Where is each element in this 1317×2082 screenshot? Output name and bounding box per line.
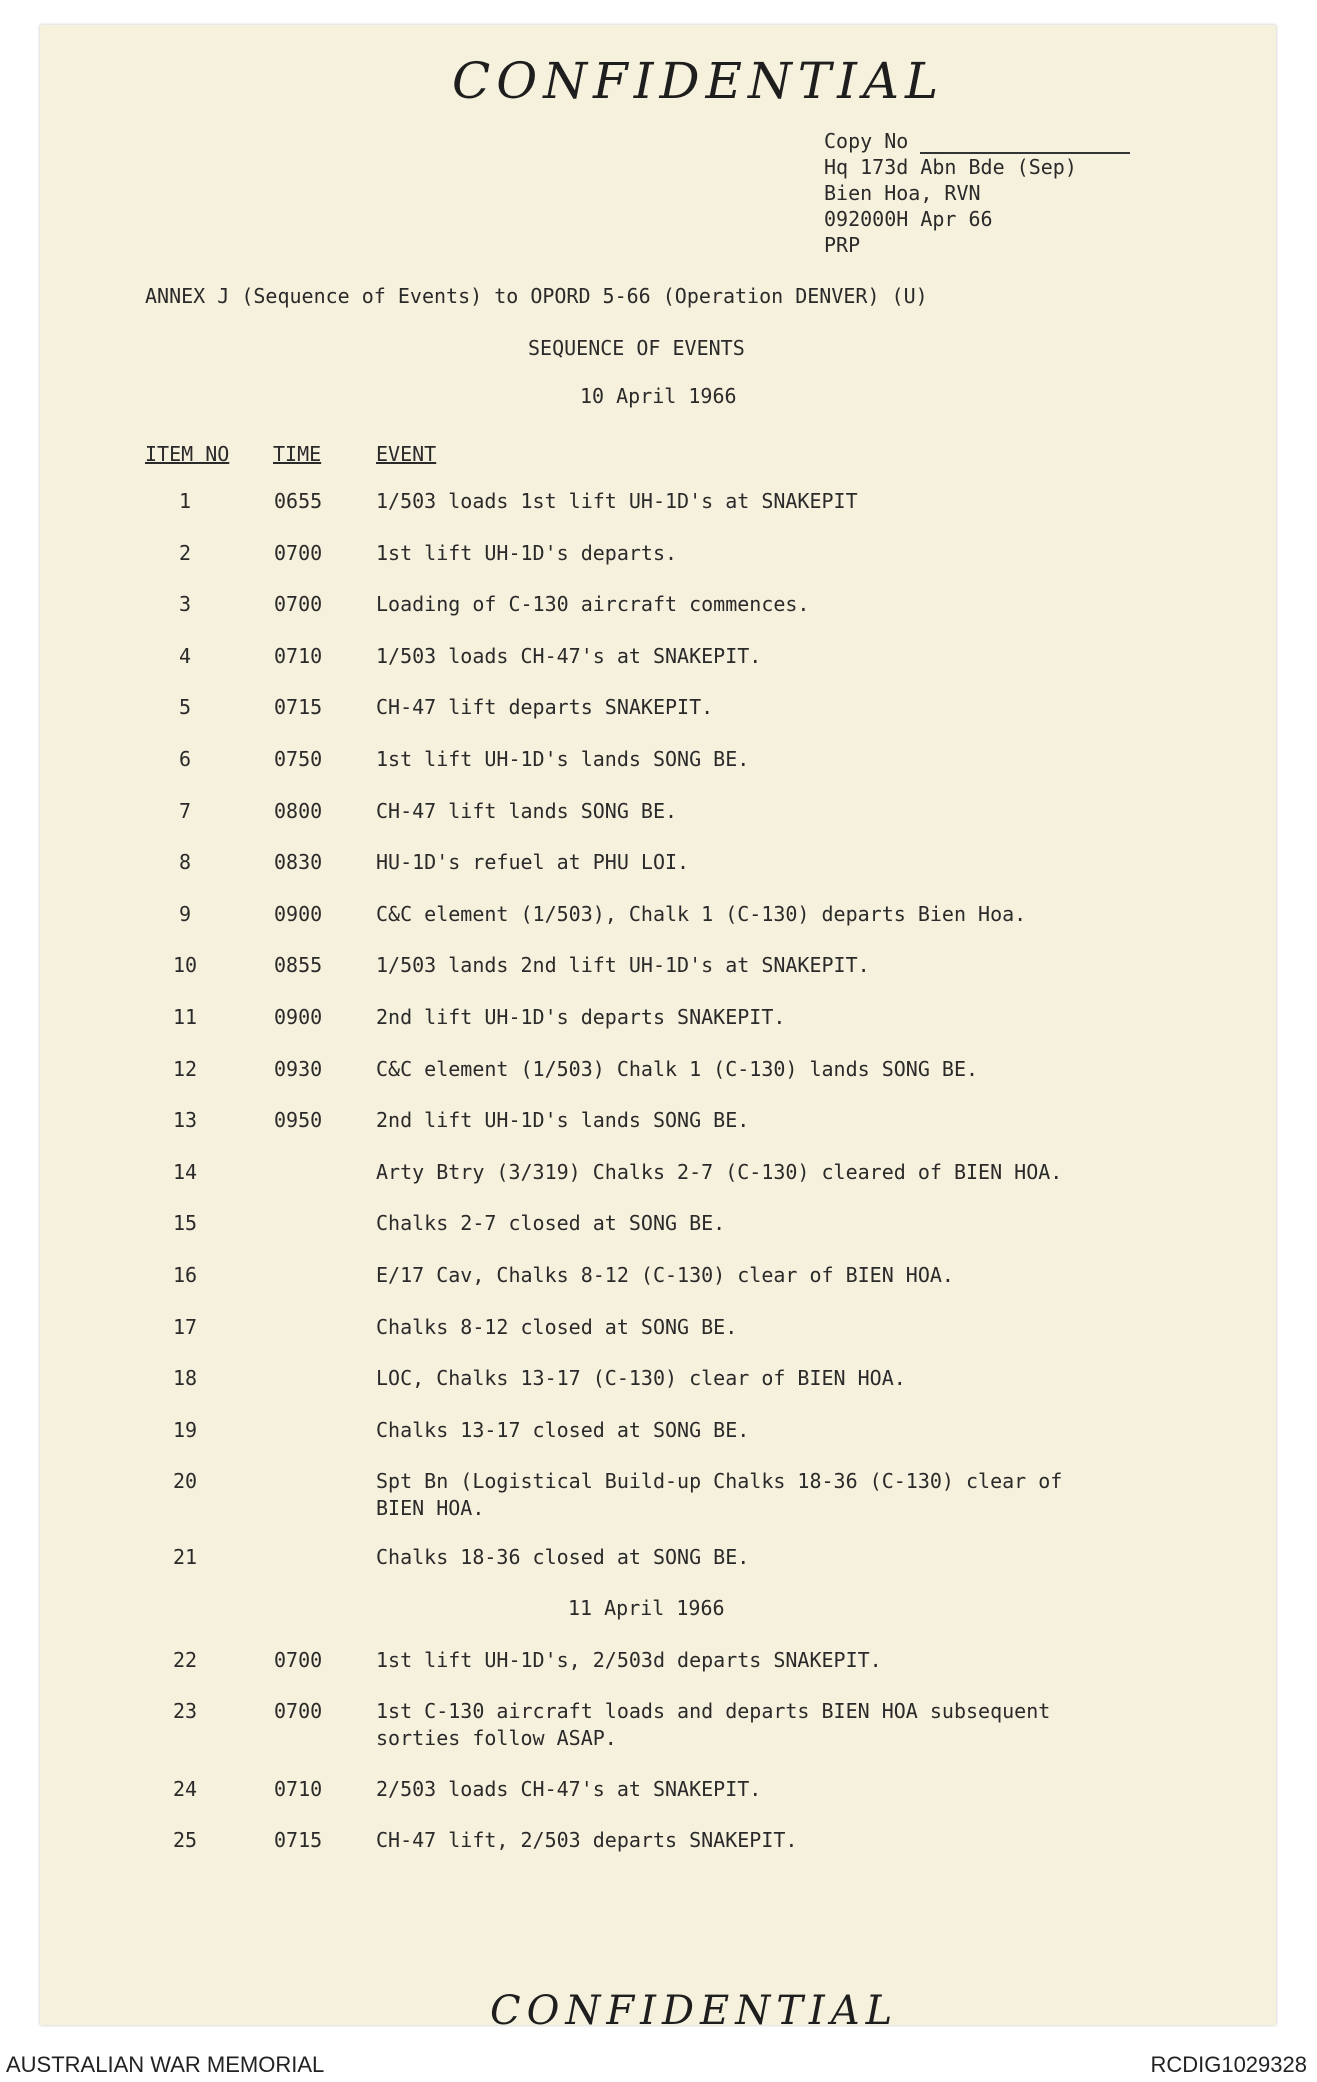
item-number: 1	[178, 489, 192, 513]
event-time: 0715	[274, 695, 323, 720]
item-number: 23	[172, 1699, 198, 1723]
event-description: Loading of C-130 aircraft commences.	[376, 592, 810, 617]
ref-line: PRP	[824, 233, 861, 257]
confidential-stamp-top: CONFIDENTIAL	[452, 52, 945, 110]
item-number: 16	[172, 1263, 198, 1287]
event-description: 1/503 lands 2nd lift UH-1D's at SNAKEPIT.	[376, 953, 870, 978]
event-time: 0800	[274, 798, 323, 823]
event-time: 0715	[274, 1828, 323, 1852]
item-number: 22	[172, 1648, 198, 1672]
item-number: 11	[172, 1005, 198, 1029]
event-description: 1/503 loads 1st lift UH-1D's at SNAKEPIT	[376, 489, 858, 513]
event-time: 0700	[274, 592, 323, 617]
event-description: Chalks 13-17 closed at SONG BE.	[376, 1417, 750, 1442]
event-time: 0700	[274, 540, 323, 565]
item-number: 12	[172, 1056, 198, 1081]
event-description: 1st lift UH-1D's departs.	[376, 540, 678, 565]
event-description: 2/503 loads CH-47's at SNAKEPIT.	[376, 1777, 762, 1801]
document-title: SEQUENCE OF EVENTS	[528, 336, 745, 360]
event-time: 0950	[274, 1108, 323, 1133]
confidential-stamp-bottom: CONFIDENTIAL	[490, 1988, 899, 2034]
item-number: 17	[172, 1314, 198, 1339]
event-description: C&C element (1/503) Chalk 1 (C-130) lands SONG BE.	[376, 1056, 979, 1081]
event-description: LOC, Chalks 13-17 (C-130) clear of BIEN HOA.	[376, 1366, 906, 1391]
event-description: CH-47 lift departs SNAKEPIT.	[376, 695, 714, 720]
item-number: 4	[178, 643, 192, 668]
event-description: C&C element (1/503), Chalk 1 (C-130) departs Bien Hoa.	[376, 901, 1027, 926]
event-time: 0700	[274, 1648, 323, 1672]
event-time: 0830	[274, 850, 323, 875]
event-time: 0900	[274, 901, 323, 926]
item-number: 18	[172, 1366, 198, 1391]
event-description: HU-1D's refuel at PHU LOI.	[376, 850, 690, 875]
event-description: Chalks 2-7 closed at SONG BE.	[376, 1211, 726, 1236]
item-number: 8	[178, 850, 192, 875]
footer-id: RCDIG1029328	[1150, 2052, 1307, 2077]
event-time: 0855	[274, 953, 323, 978]
item-number: 13	[172, 1108, 198, 1133]
event-time: 0930	[274, 1056, 323, 1081]
event-time: 0700	[274, 1699, 323, 1723]
item-number: 24	[172, 1777, 198, 1801]
event-description: Arty Btry (3/319) Chalks 2-7 (C-130) cleared of BIEN HOA.	[376, 1159, 1063, 1184]
item-number: 20	[172, 1469, 198, 1494]
annex-line: ANNEX J (Sequence of Events) to OPORD 5-66 (Operation DENVER) (U)	[145, 284, 928, 308]
event-description: 1st lift UH-1D's, 2/503d departs SNAKEPIT.	[376, 1648, 882, 1672]
event-description: E/17 Cav, Chalks 8-12 (C-130) clear of BIEN HOA.	[376, 1263, 954, 1287]
footer-source: AUSTRALIAN WAR MEMORIAL	[6, 2052, 325, 2077]
event-time: 0655	[274, 489, 323, 513]
item-number: 14	[172, 1159, 198, 1184]
location-line: Bien Hoa, RVN	[824, 181, 981, 205]
item-number: 7	[178, 798, 192, 823]
date-heading-2: 11 April 1966	[568, 1596, 725, 1620]
event-description: 1/503 loads CH-47's at SNAKEPIT.	[376, 643, 762, 668]
column-header-event: EVENT	[376, 442, 437, 466]
event-time: 0900	[274, 1005, 323, 1029]
item-number: 6	[178, 747, 192, 771]
event-description: 2nd lift UH-1D's departs SNAKEPIT.	[376, 1005, 786, 1029]
column-header-time: TIME	[273, 442, 322, 466]
item-number: 5	[178, 695, 192, 720]
column-header-item: ITEM NO	[145, 442, 230, 466]
dtg-line: 092000H Apr 66	[824, 207, 993, 231]
event-description: Spt Bn (Logistical Build-up Chalks 18-36 (C-130) clear of BIEN HOA.	[376, 1469, 1063, 1521]
event-description: 1st lift UH-1D's lands SONG BE.	[376, 747, 750, 771]
item-number: 19	[172, 1417, 198, 1442]
event-time: 0710	[274, 1777, 323, 1801]
event-description: Chalks 18-36 closed at SONG BE.	[376, 1545, 750, 1569]
item-number: 25	[172, 1828, 198, 1852]
footer	[0, 2044, 1317, 2082]
event-description: CH-47 lift lands SONG BE.	[376, 798, 678, 823]
header-block	[824, 128, 1130, 258]
item-number: 21	[172, 1545, 198, 1569]
copy-no-label: Copy No	[824, 129, 909, 153]
copy-no-blank	[920, 134, 1130, 154]
item-number: 2	[178, 540, 192, 565]
item-number: 3	[178, 592, 192, 617]
item-number: 10	[172, 953, 198, 978]
event-time: 0710	[274, 643, 323, 668]
item-number: 9	[178, 901, 192, 926]
event-time: 0750	[274, 747, 323, 771]
event-description: 1st C-130 aircraft loads and departs BIEN HOA subsequent sorties follow ASAP.	[376, 1699, 1051, 1750]
event-description: CH-47 lift, 2/503 departs SNAKEPIT.	[376, 1828, 798, 1852]
event-description: Chalks 8-12 closed at SONG BE.	[376, 1314, 738, 1339]
hq-line: Hq 173d Abn Bde (Sep)	[824, 155, 1077, 179]
item-number: 15	[172, 1211, 198, 1236]
date-heading-1: 10 April 1966	[580, 384, 737, 408]
event-description: 2nd lift UH-1D's lands SONG BE.	[376, 1108, 750, 1133]
copy-no-line	[824, 128, 1130, 154]
